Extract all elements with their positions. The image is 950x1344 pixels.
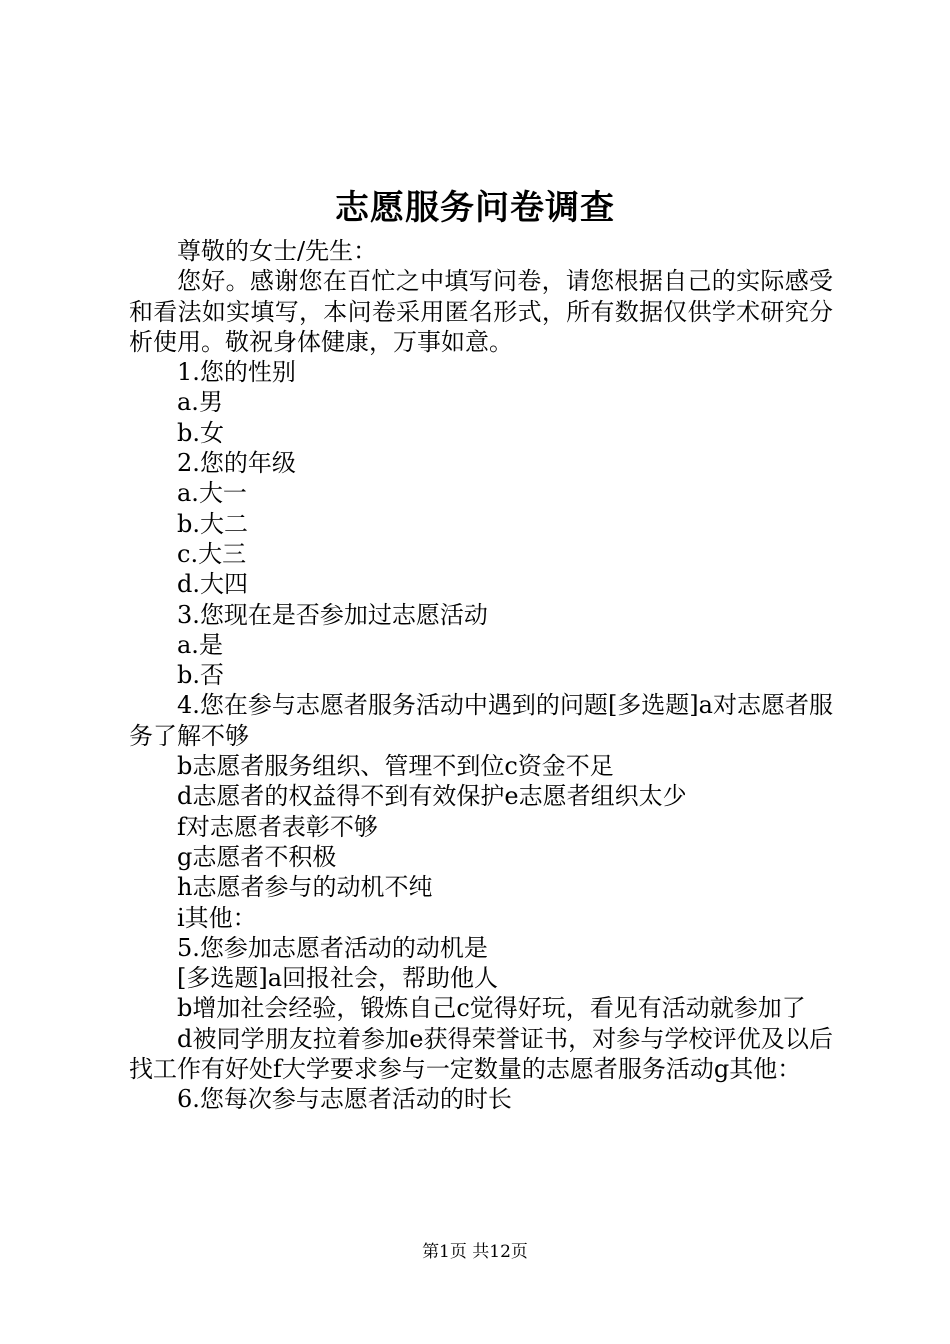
question-3: 3.您现在是否参加过志愿活动 <box>177 600 488 629</box>
q4-option-f: f对志愿者表彰不够 <box>177 812 378 841</box>
question-2: 2.您的年级 <box>177 449 296 478</box>
intro-paragraph: 您好。感谢您在百忙之中填写问卷，请您根据自己的实际感受和看法如实填写，本问卷采用匿名形式，所有数据仅供学术研究分析使用。敬祝身体健康，万事如意。 <box>129 267 833 356</box>
q1-option-b: b.女 <box>177 418 224 447</box>
question-1: 1.您的性别 <box>177 358 296 387</box>
q1-option-a: a.男 <box>177 388 223 417</box>
page-footer: 第1页 共12页 <box>422 1242 528 1262</box>
document-body <box>129 236 833 1115</box>
document-title: 志愿服务问卷调查 <box>335 188 615 228</box>
q4-options-b-c: b志愿者服务组织、管理不到位c资金不足 <box>177 752 614 781</box>
q4-option-g: g志愿者不积极 <box>177 842 337 871</box>
q4-option-i: i其他： <box>177 903 257 932</box>
q3-option-b: b.否 <box>177 661 224 690</box>
q3-option-a: a.是 <box>177 630 223 659</box>
q2-option-b: b.大二 <box>177 509 248 538</box>
question-6: 6.您每次参与志愿者活动的时长 <box>177 1085 512 1114</box>
q4-option-h: h志愿者参与的动机不纯 <box>177 873 433 902</box>
q2-option-c: c.大三 <box>177 539 247 568</box>
question-5: 5.您参加志愿者活动的动机是 <box>177 933 488 962</box>
q4-options-d-e: d志愿者的权益得不到有效保护e志愿者组织太少 <box>177 782 687 811</box>
question-4: 4.您在参与志愿者服务活动中遇到的问题[多选题]a对志愿者服务了解不够 <box>129 691 833 750</box>
salutation: 尊敬的女士/先生： <box>177 237 378 265</box>
q5-option-a: [多选题]a回报社会，帮助他人 <box>177 964 499 993</box>
q2-option-d: d.大四 <box>177 570 248 599</box>
q5-options-d-g: d被同学朋友拉着参加e获得荣誉证书，对参与学校评优及以后找工作有好处f大学要求参与一定数量的志愿者服务活动g其他： <box>129 1024 833 1084</box>
q2-option-a: a.大一 <box>177 479 247 508</box>
q5-options-b-c: b增加社会经验，锻炼自己c觉得好玩，看见有活动就参加了 <box>177 994 806 1023</box>
